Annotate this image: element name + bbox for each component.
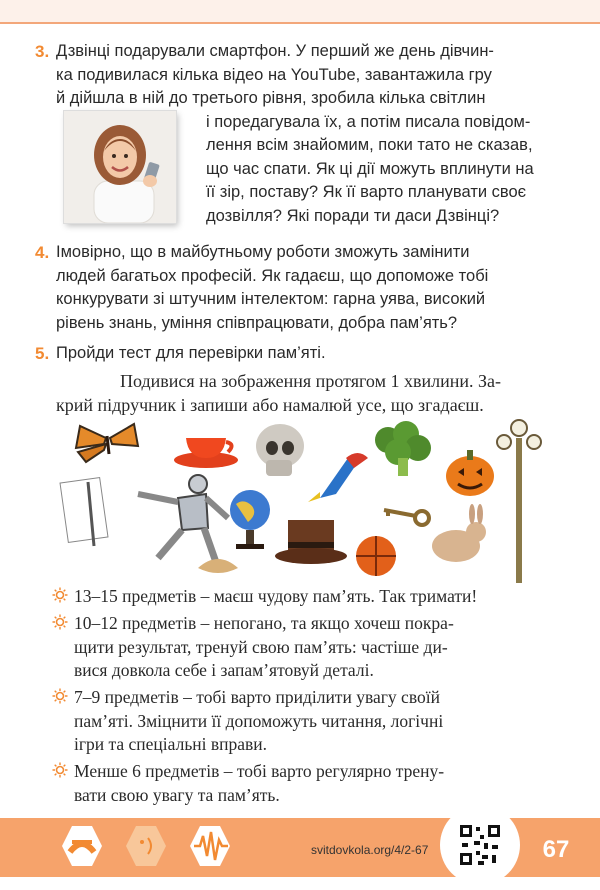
- task-3-line: ка подивилася кілька відео на YouTube, завантажила гру: [56, 65, 492, 84]
- footer-url[interactable]: svitdovkola.org/4/2-67: [311, 843, 429, 857]
- broccoli-image: [375, 421, 431, 476]
- sun-icon: [52, 688, 68, 704]
- robot-image: [138, 475, 228, 568]
- task-3-line: й дійшла в ній до третього рівня, зробила кілька світлин: [56, 89, 486, 107]
- shell-image: [198, 559, 238, 573]
- sun-icon: [52, 614, 68, 630]
- task-number: 3.: [35, 42, 50, 61]
- task-3-line: і поредагувала їх, а потім писала повідом-: [206, 112, 531, 131]
- result-line: 10–12 предметів – непогано, та якщо хочеш покра-: [74, 613, 454, 633]
- result-line: щити результат, тренуй свою пам’ять: частіше ди-: [74, 636, 448, 657]
- task-3-line: що час спати. Як ці дії можуть вплинути на: [206, 159, 534, 178]
- task-3-line: лення всім знайомим, поки тато не сказав,: [206, 136, 533, 154]
- skull-image: [256, 424, 304, 476]
- task-3-line: її зір, поставу? Як її варто планувати своє: [206, 183, 527, 201]
- task-3-line: дозвілля? Які поради ти даси Дзвінці?: [206, 206, 500, 225]
- globe-image: [230, 490, 270, 549]
- result-item: [74, 585, 554, 609]
- pumpkin-image: [446, 450, 494, 496]
- key-image: [384, 510, 429, 525]
- task-5-title: Пройди тест для перевірки пам’яті.: [56, 344, 326, 362]
- task-4-line: конкурувати зі штучним інтелектом: гарна уява, високий: [56, 290, 486, 308]
- task-4-line: людей багатьох професій. Як гадаєш, що допоможе тобі: [56, 266, 489, 285]
- task-5: [35, 342, 556, 366]
- result-line: вися довкола себе і запам’ятовуй деталі.: [74, 660, 374, 680]
- nail-image: [60, 478, 108, 546]
- girl-with-smartphone-photo: [64, 111, 176, 223]
- sound-wave-icon: [186, 822, 234, 870]
- result-item: [74, 760, 554, 807]
- butterfly-image: [76, 424, 138, 462]
- task-number: 5.: [35, 344, 50, 363]
- instruction-line: крий підручник і запиши або намалюй усе, що згадаєш.: [56, 395, 484, 415]
- task-4-line: рівень знань, уміння співпрацювати, добра пам’ять?: [56, 313, 458, 332]
- ball-image: [356, 536, 396, 576]
- task-number: 4.: [35, 243, 50, 262]
- task-4: [35, 241, 556, 335]
- top-band: [0, 0, 600, 24]
- result-line: ігри та спеціальні вправи.: [74, 734, 268, 754]
- result-line: Менше 6 предметів – тобі варто регулярно трену-: [74, 761, 445, 781]
- page-number: 67: [542, 836, 570, 863]
- result-line: пам’яті. Зміцнити її допоможуть читання, логічні: [74, 710, 444, 731]
- instruction-line: Подивися на зображення протягом 1 хвилини. За-: [120, 371, 501, 391]
- street-lamp-image: [497, 420, 541, 583]
- sun-icon: [52, 587, 68, 603]
- task-3-line: Дзвінці подарували смартфон. У перший же день дівчин-: [56, 42, 494, 60]
- sun-icon: [52, 762, 68, 778]
- task-4-line: Імовірно, що в майбутньому роботи зможуть замінити: [56, 243, 470, 261]
- memory-test-objects: [58, 418, 548, 583]
- rabbit-image: [432, 504, 486, 562]
- smile-face-icon: [122, 822, 170, 870]
- result-line: 7–9 предметів – тобі варто приділити увагу своїй: [74, 687, 440, 707]
- brain-hemisphere-icon: [58, 822, 106, 870]
- result-line: вати свою увагу та пам’ять.: [74, 784, 280, 805]
- parrot-image: [308, 453, 368, 502]
- result-line: 13–15 предметів – маєш чудову пам’ять. Так тримати!: [74, 586, 478, 606]
- qr-code-icon: [440, 805, 520, 885]
- test-instruction: [56, 369, 556, 417]
- top-hat-image: [275, 520, 347, 564]
- qr-code-holder[interactable]: [440, 805, 520, 885]
- result-item: [74, 612, 554, 683]
- cup-image: [174, 438, 238, 468]
- result-item: [74, 686, 554, 757]
